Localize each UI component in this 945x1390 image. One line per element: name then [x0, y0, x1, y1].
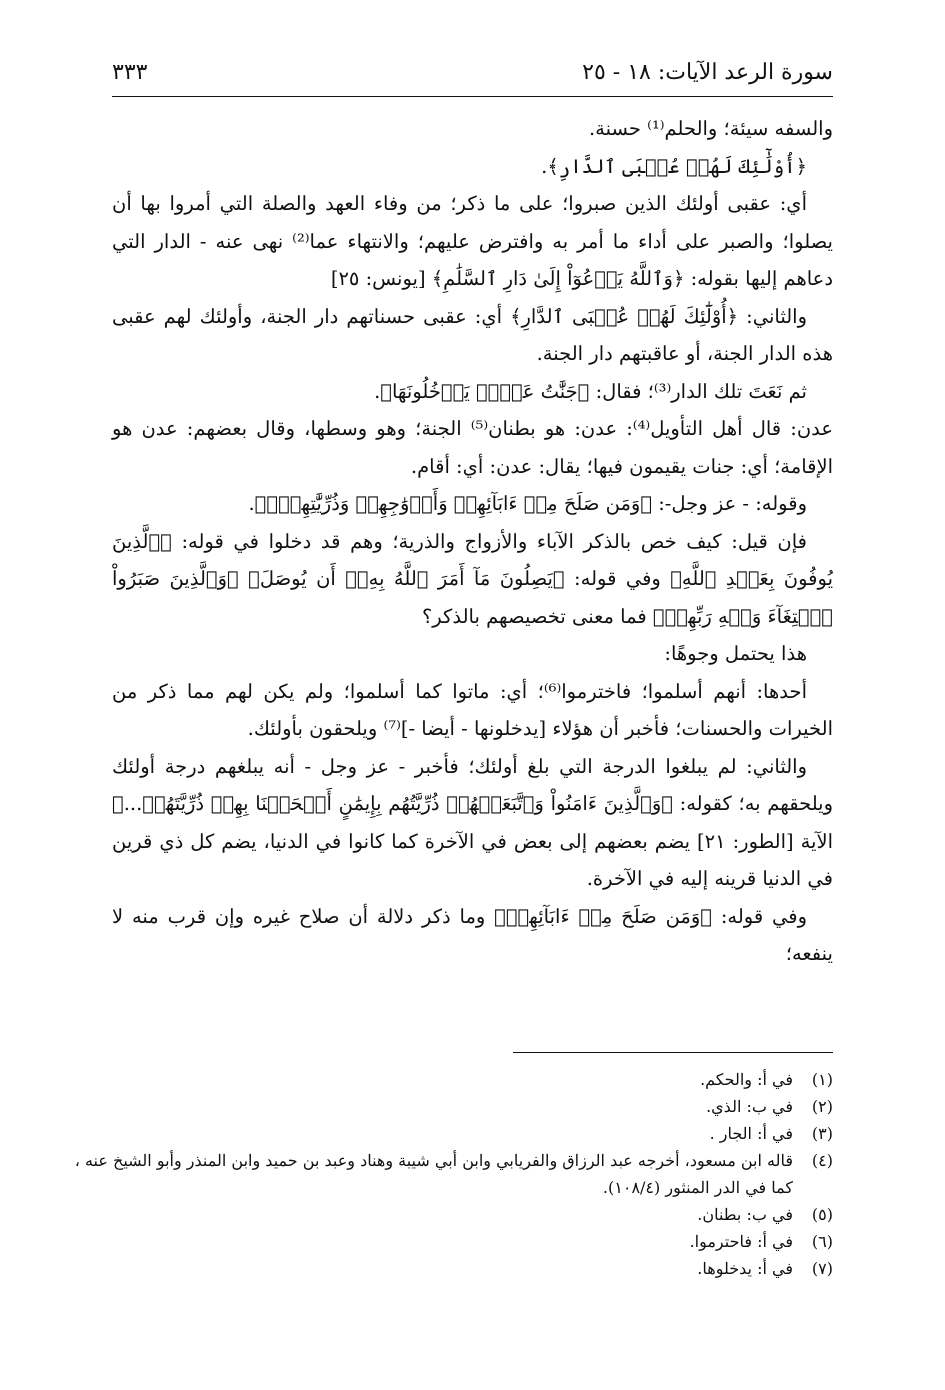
footnote-number: (٤)	[811, 1151, 833, 1170]
footnote-number: (٥)	[811, 1205, 833, 1224]
paragraph: والثاني: ﴿أُوْلَٰٓئِكَ لَهُمۡ عُقۡبَى ٱلدَّارِ﴾ أي: عقبى حسناتهم دار الجنة، وأولئك لهم عقبى هذه الدار الجنة، أو عاقبتهم دار الجنة.	[112, 304, 833, 365]
paragraph: فإن قيل: كيف خص بالذكر الآباء والأزواج والذرية؛ وهم قد دخلوا في قوله: ﴿ٱلَّذِينَ يُوفُونَ بِعَهۡدِ ٱللَّهِ﴾ وفي قوله: ﴿يَصِلُونَ مَآ أَمَرَ ٱللَّهُ بِهِۦٓ أَن يُوصَلَ﴾ ﴿وَٱلَّذِينَ صَبَرُواْ ٱبۡتِغَآءَ وَجۡهِ رَبِّهِمۡ﴾ فما معنى تخصيصهم بالذكر؟	[112, 529, 833, 628]
footnote	[70, 1255, 833, 1282]
footnote	[70, 1201, 833, 1228]
footnote-text: في أ: الجار .	[709, 1124, 793, 1143]
footnote-divider	[513, 1052, 833, 1053]
paragraph: والسفه سيئة؛ والحلم⁽¹⁾ حسنة.	[588, 117, 833, 140]
footnote	[70, 1066, 833, 1093]
footnote-number: (٦)	[811, 1232, 833, 1251]
footnote	[70, 1147, 833, 1201]
quran-verse: ﴿أُوْلَٰٓئِكَ لَهُمۡ عُقۡبَى ٱلدَّارِ﴾.	[541, 154, 807, 178]
paragraph: هذا يحتمل وجوهًا:	[664, 642, 807, 665]
footnote	[70, 1120, 833, 1147]
footnotes	[70, 1066, 833, 1282]
running-header	[112, 52, 833, 97]
footnote-text: في أ: فاحترموا.	[689, 1232, 793, 1251]
paragraph: أي: عقبى أولئك الذين صبروا؛ على ما ذكر؛ من وفاء العهد والصلة التي أمروا بها أن يصلوا؛ والصبر على أداء ما أمر به وافترض عليهم؛ والانتهاء عما⁽²⁾ نهى عنه - الدار التي دعاهم إليها بقوله: ﴿وَٱللَّهُ يَدۡعُوٓاْ إِلَىٰ دَارِ ٱلسَّلَٰمِ﴾ [يونس: ٢٥]	[112, 192, 833, 290]
main-text	[112, 110, 833, 973]
footnote-number: (١)	[811, 1070, 833, 1089]
footnote-number: (٧)	[811, 1259, 833, 1278]
footnote	[70, 1093, 833, 1120]
footnote-text: قاله ابن مسعود، أخرجه عبد الرزاق والفريابي وابن أبي شيبة وهناد وعبد بن حميد وابن المنذر وأبو الشيخ عنه ، كما في الدر المنثور (١٠٨/٤).	[74, 1151, 793, 1197]
footnote	[70, 1228, 833, 1255]
paragraph: أحدها: أنهم أسلموا؛ فاخترموا⁽⁶⁾؛ أي: ماتوا كما أسلموا؛ ولم يكن لهم مما ذكر من الخيرات والحسنات؛ فأخبر أن هؤلاء [يدخلونها - أيضا -]⁽⁷⁾ ويلحقون بأولئك.	[112, 679, 833, 740]
footnote-number: (٢)	[811, 1097, 833, 1116]
footnote-text: في ب: الذي.	[706, 1097, 793, 1116]
footnote-text: في ب: بطنان.	[697, 1205, 793, 1224]
paragraph: عدن: قال أهل التأويل⁽⁴⁾: عدن: هو بطنان⁽⁵⁾ الجنة؛ وهو وسطها، وقال بعضهم: عدن هو الإقامة؛ أي: جنات يقيمون فيها؛ يقال: عدن: أي: أقام.	[112, 417, 834, 478]
paragraph: ثم نَعَتَ تلك الدار⁽³⁾؛ فقال: ﴿جَنَّٰتُ عَدۡنٖ يَدۡخُلُونَهَا﴾.	[374, 379, 807, 403]
footnote-number: (٣)	[811, 1124, 833, 1143]
footnote-text: في أ: والحكم.	[700, 1070, 793, 1089]
surah-title: سورة الرعد الآيات: ١٨ - ٢٥	[582, 60, 833, 85]
paragraph: وفي قوله: ﴿وَمَن صَلَحَ مِنۡ ءَابَآئِهِمۡ﴾ وما ذكر دلالة أن صلاح غيره وإن قرب منه لا ينفعه؛	[112, 904, 833, 965]
footnote-text: في أ: يدخلوها.	[697, 1259, 793, 1278]
paragraph: والثاني: لم يبلغوا الدرجة التي بلغ أولئك؛ فأخبر - عز وجل - أنه يبلغهم درجة أولئك ويلحقهم به؛ كقوله: ﴿وَٱلَّذِينَ ءَامَنُواْ وَٱتَّبَعَتۡهُمۡ ذُرِّيَّتُهُم بِإِيمَٰنٍ أَلۡحَقۡنَا بِهِمۡ ذُرِّيَّتَهُمۡ...﴾ الآية [الطور: ٢١] يضم بعضهم إلى بعض في الآخرة كما كانوا في الدنيا، يضم كل ذي قرين في الدنيا قرينه إليه في الآخرة.	[112, 754, 834, 890]
paragraph: وقوله: - عز وجل-: ﴿وَمَن صَلَحَ مِنۡ ءَابَآئِهِمۡ وَأَزۡوَٰجِهِمۡ وَذُرِّيَّٰتِهِمۡۖ﴾.	[248, 492, 807, 515]
page-number: ٣٣٣	[112, 60, 148, 85]
